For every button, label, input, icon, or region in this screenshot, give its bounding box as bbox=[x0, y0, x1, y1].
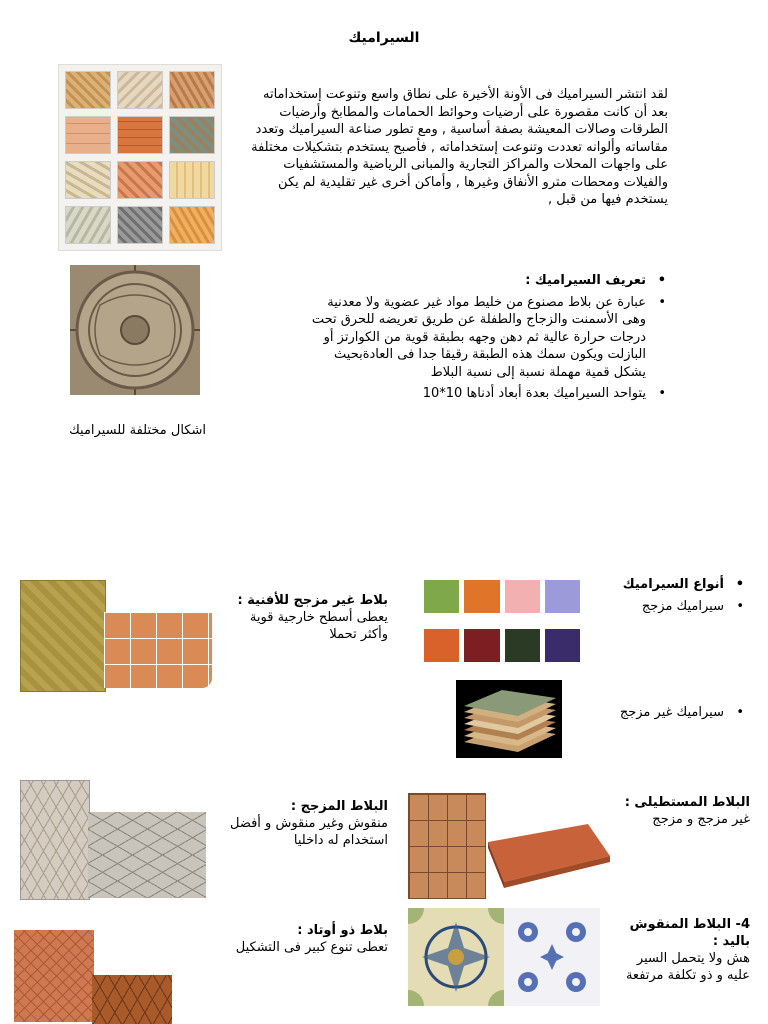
types-glazed: • سيراميك مزجج bbox=[590, 598, 750, 616]
rect-tile-pattern-image bbox=[408, 793, 486, 899]
rect-tile-slab-image bbox=[484, 822, 612, 888]
tile-catalog-image bbox=[58, 64, 222, 251]
types-unglazed: • سيراميك غير مزجج bbox=[580, 704, 750, 722]
rect-tile-block bbox=[620, 794, 750, 828]
terracotta-floor-image bbox=[104, 612, 212, 688]
peg-tile-body: تعطى تنوع كبير فى التشكيل bbox=[235, 940, 388, 955]
unglazed-floor-body: يعطى أسطح خارجية قوية وأكثر تحملا bbox=[249, 610, 388, 642]
types-list bbox=[590, 576, 750, 619]
unglazed-floor-block bbox=[236, 592, 388, 643]
blue-pattern-tile-image bbox=[504, 908, 600, 1006]
medallion-tile-image bbox=[70, 265, 200, 395]
unglazed-floor-heading: بلاط غير مزجج للأفنية : bbox=[237, 593, 388, 608]
glazed-tile-sample-image bbox=[20, 780, 90, 900]
peg-tile-heading: بلاط ذو أوتاد : bbox=[297, 923, 388, 938]
definition-sizes: • يتواحد السيراميك بعدة أبعاد أدناها 10*10 bbox=[300, 385, 672, 403]
peg-tile-floor-image bbox=[92, 975, 172, 1024]
peg-tile-sample-image bbox=[14, 930, 94, 1022]
intro-paragraph: لقد انتشر السيراميك فى الأونة الأخيرة على نطاق واسع وتنوعت إستخداماته بعد أن كانت مقصورة على أرضيات وحوائط الحمامات والمطابخ وأرضيات الطرقات وصالات المعيشة بصفة أساسية , ومع تطور صناعة السيراميك وتعدد مقاساته وألوانه تعددت وتنوعت إستخداماته , فأصبح يستخدم بتشكيلات مختلفة على واجهات المحلات والمراكز التجارية والمبانى الرياضية والمستشفيات والفيلات ومحطات مترو الأنفاق وغيرها , وأماكن أخرى غير تقليدية لم يكن يستخدم فيها من قبل , bbox=[251, 87, 668, 207]
peg-tile-block bbox=[210, 922, 388, 956]
shapes-caption: اشكال مختلفة للسيراميك bbox=[69, 423, 206, 438]
definition-body: • عبارة عن بلاط مصنوع من خليط مواد غير عضوية ولا معدنية وهى الأسمنت والزجاج والطفلة عن طريق تعريضه للحرق تحت درجات حرارة عالية ثم دهن وجهه بطبقة قوية من الكوارتز أو البازلت ويكون سمك هذه الطبقة رقيقا جدا فى العادةبحيث يشكل قمية مهملة نسبة إلى نسبة البلاط bbox=[300, 294, 672, 382]
stacked-tiles-image bbox=[456, 680, 562, 758]
handpainted-tile-image bbox=[408, 908, 504, 1006]
glazed-floor-image bbox=[88, 812, 206, 898]
handpainted-block bbox=[610, 916, 750, 984]
handpainted-heading: 4- البلاط المنقوش باليد : bbox=[629, 917, 750, 949]
definition-list bbox=[300, 272, 672, 407]
handpainted-body: هش ولا يتحمل السير عليه و ذو تكلفة مرتفعة bbox=[625, 951, 750, 983]
glazed-tile-body: منقوش وغير منقوش و أفضل استخدام له داخليا bbox=[229, 816, 388, 848]
types-list-2 bbox=[580, 704, 750, 726]
glazed-tile-block bbox=[216, 798, 388, 849]
rect-tile-body: غير مزجج و مزجج bbox=[652, 812, 750, 827]
definition-heading: • تعريف السيراميك : bbox=[300, 272, 672, 290]
glazed-tile-heading: البلاط المزجج : bbox=[290, 799, 388, 814]
rect-tile-heading: البلاط المستطيلى : bbox=[624, 795, 750, 810]
page-title: السيراميك bbox=[348, 30, 420, 46]
stone-tile-image bbox=[20, 580, 106, 692]
types-heading: • أنواع السيراميك bbox=[590, 576, 750, 594]
glazed-swatches-image bbox=[424, 580, 580, 666]
